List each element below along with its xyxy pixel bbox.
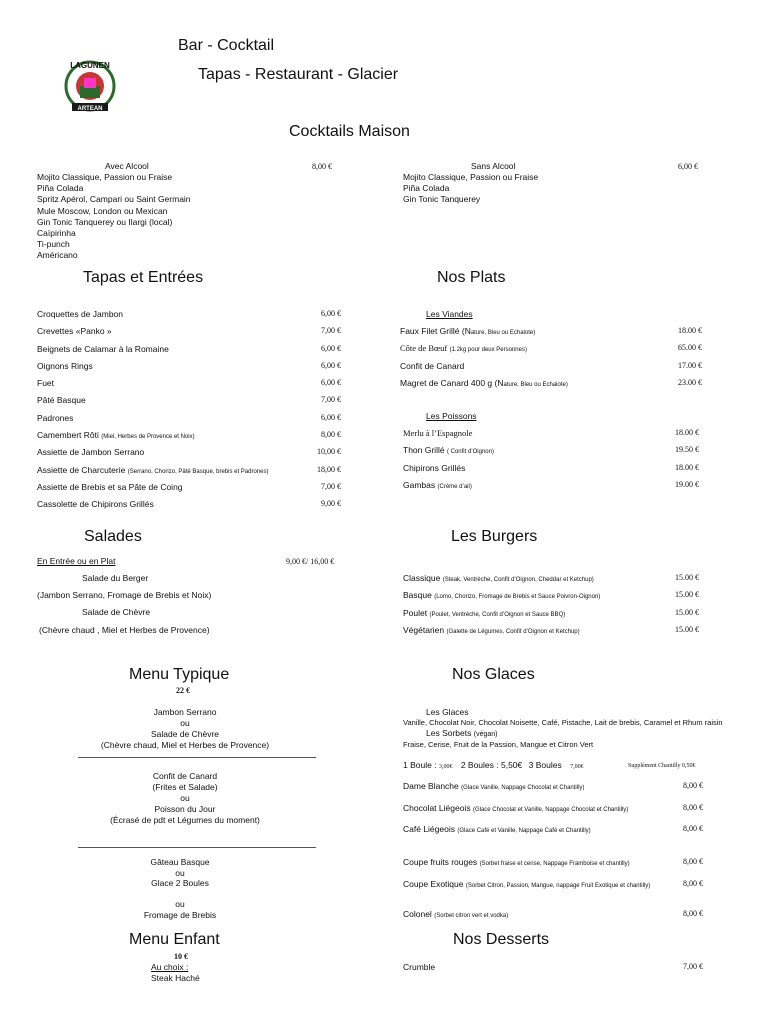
sorbets-list: Fraise, Cerise, Fruit de la Passion, Mangue et Citron Vert: [403, 740, 594, 749]
salades-price: 9,00 €/ 16,00 €: [286, 557, 335, 566]
tapas-list: [37, 309, 347, 517]
list-item: Fromage de Brebis: [143, 909, 217, 920]
list-item: Mojito Classique, Passion ou Fraise: [403, 172, 539, 182]
divider: [78, 847, 316, 848]
list-item: Beignets de Calamar à la Romaine 6,00 €: [37, 343, 341, 354]
list-item: Végétarien (Galette de Légumes, Confit d’Oignon et Ketchup) 15.00 €: [403, 624, 699, 635]
list-item: Magret de Canard 400 g (Nature, Bleu ou Echalote) 23.00 €: [400, 377, 702, 388]
logo-bottom-text: ARTEAN: [77, 106, 103, 112]
menu-enfant-choice: Au choix :: [151, 962, 189, 972]
glaces-title: Nos Glaces: [452, 666, 535, 683]
list-item: Crevettes «Panko » 7,00 €: [37, 326, 341, 337]
list-item: [55, 889, 305, 900]
restaurant-logo: [58, 56, 122, 114]
salades-intro: En Entrée ou en Plat: [37, 556, 116, 566]
list-item: Dame Blanche (Glace Vanille, Nappage Chocolat et Chantilly) 8,00 €: [403, 781, 703, 791]
list-item: (Chèvre chaud, Miel et Herbes de Provence): [100, 740, 270, 750]
sans-list: [403, 172, 538, 206]
list-item: Chipirons Grillés 18.00 €: [403, 462, 699, 473]
alcool-price: 8,00 €: [312, 162, 332, 171]
list-item: Côte de Bœuf (1.2kg pour deux Personnes) 65.00 €: [400, 343, 702, 354]
desserts-title: Nos Desserts: [453, 931, 550, 948]
sorbets-label: Les Sorbets (végan): [426, 728, 498, 738]
list-item: Chocolat Liégeois (Glace Chocolat et Vanille, Nappage Chocolat et Chantilly) 8,00 €: [403, 802, 703, 813]
list-item: Classique (Steak, Ventrèche, Confit d’Oignon, Cheddar et Ketchup) 15.00 €: [403, 573, 699, 583]
list-item: Cassolette de Chipirons Grillés 9,00 €: [37, 499, 341, 510]
list-item: ou: [175, 899, 185, 909]
list-item: Padrones 6,00 €: [37, 412, 341, 423]
list-item: Spritz Apérol, Campari ou Saint Germain: [37, 194, 191, 205]
menu-typique-price: 22 €: [176, 686, 190, 695]
list-item: Faux Filet Grillé (Nature, Bleu ou Echalote) 18.00 €: [400, 326, 702, 336]
list-item: Gin Tonic Tanquerey ou Ilargi (local): [37, 216, 173, 227]
header-line-1: Bar - Cocktail: [178, 37, 275, 54]
list-item: Assiette de Charcuterie (Serrano, Chorizo, Pâté Basque, brebis et Padrones) 18,00 €: [37, 464, 341, 475]
list-item: Caïpirinha: [37, 228, 76, 239]
list-item: Glace 2 Boules: [151, 878, 209, 888]
list-item: Mule Moscow, London ou Mexican: [37, 205, 168, 216]
list-item: Merlu à l’Espagnole 18.00 €: [403, 428, 699, 438]
list-item: Croquettes de Jambon 6,00 €: [37, 309, 341, 319]
alcool-list: [37, 172, 191, 262]
list-item: Pâté Basque 7,00 €: [37, 395, 341, 406]
viandes-label: Les Viandes: [426, 309, 473, 319]
list-item: Colonel (Sorbet citron vert et vodka) 8,00 €: [403, 909, 703, 919]
coupes-list-1: [403, 781, 703, 846]
tapas-title: Tapas et Entrées: [83, 269, 204, 286]
salade-chevre-note: (Chèvre chaud , Miel et Herbes de Provence): [39, 625, 210, 635]
cocktails-title: Cocktails Maison: [289, 123, 410, 140]
list-item: Assiette de Brebis et sa Pâte de Coing 7,00 €: [37, 481, 341, 492]
menu-typique-entrees: [60, 707, 310, 751]
alcool-label: Avec Alcool: [105, 161, 149, 171]
menu-enfant-title: Menu Enfant: [129, 931, 220, 948]
salade-berger: Salade du Berger: [82, 573, 149, 583]
boules-prices: 1 Boule : 3,00€ 2 Boules : 5,50€ 3 Boules 7,00€: [403, 760, 584, 770]
coupes-list-2: [403, 857, 703, 900]
list-item: (Frites et Salade): [152, 782, 218, 792]
viandes-list: [400, 326, 702, 395]
burgers-list: [403, 573, 699, 642]
list-item: Camembert Rôti (Miel, Herbes de Provence et Noix) 8,00 €: [37, 430, 341, 441]
list-item: ou: [180, 718, 190, 728]
list-item: Café Liégeois (Glace Café et Vanille, Nappage Café et Chantilly) 8,00 €: [403, 824, 703, 834]
list-item: ou: [180, 793, 190, 803]
list-item: Coupe Exotique (Sorbet Citron, Passion, Mangue, nappage Fruit Exotique et chantilly) 8,00 €: [403, 878, 703, 889]
list-item: Jambon Serrano: [153, 707, 217, 717]
list-item: Salade de Chèvre: [150, 729, 220, 739]
list-item: Piña Colada: [403, 183, 450, 194]
list-item: ou: [175, 867, 185, 878]
menu-enfant-price: 10 €: [174, 952, 188, 961]
header-line-2: Tapas - Restaurant - Glacier: [198, 66, 399, 83]
poissons-label: Les Poissons: [426, 411, 477, 421]
menu-typique-plats: [60, 771, 310, 826]
list-item: Gâteau Basque: [150, 857, 210, 867]
colonel-item: [403, 909, 703, 923]
list-item: Poulet (Poulet, Ventrèche, Confit d’Oignon et Sauce BBQ) 15.00 €: [403, 607, 699, 618]
list-item: Poisson du Jour: [154, 804, 216, 814]
menu-typique-desserts: [55, 857, 305, 920]
glaces-label: Les Glaces: [426, 707, 469, 717]
glaces-list: Vanille, Chocolat Noir, Chocolat Noisette, Café, Pistache, Lait de brebis, Caramel et Rhum raisin: [403, 718, 723, 727]
chantilly-supplement: Supplément Chantilly 0,50€: [628, 763, 696, 769]
poissons-list: [403, 428, 699, 497]
list-item: Assiette de Jambon Serrano 10,00 €: [37, 447, 341, 458]
divider: [78, 757, 316, 758]
plats-title: Nos Plats: [437, 269, 506, 286]
burgers-title: Les Burgers: [451, 528, 538, 545]
menu-enfant-item: Steak Haché: [151, 973, 200, 983]
salades-title: Salades: [84, 528, 142, 545]
list-item: Ti-punch: [37, 239, 70, 250]
list-item: Gambas (Crème d’ail) 19.00 €: [403, 479, 699, 490]
list-item: Américano: [37, 250, 78, 261]
salade-chevre: Salade de Chèvre: [82, 607, 151, 617]
list-item: Confit de Canard 17.00 €: [400, 360, 702, 371]
menu-typique-title: Menu Typique: [129, 666, 230, 683]
list-item: Crumble 7,00 €: [403, 962, 703, 972]
list-item: Gin Tonic Tanquerey: [403, 194, 481, 205]
list-item: Fuet 6,00 €: [37, 378, 341, 389]
sans-price: 6,00 €: [678, 162, 698, 171]
sans-label: Sans Alcool: [471, 161, 516, 171]
list-item: Piña Colada: [37, 183, 84, 194]
list-item: Confit de Canard: [152, 771, 218, 781]
list-item: Thon Grillé ( Confit d’Oignon) 19.50 €: [403, 445, 699, 456]
list-item: Oignons Rings 6,00 €: [37, 360, 341, 371]
list-item: (Écrasé de pdt et Légumes du moment): [110, 815, 260, 825]
logo-top-text: LAGUNEN: [70, 61, 110, 70]
salade-berger-note: (Jambon Serrano, Fromage de Brebis et Noix): [37, 590, 212, 600]
list-item: Basque (Lomo, Chorizo, Fromage de Brebis et Sauce Poivron-Oignon) 15.00 €: [403, 590, 699, 601]
list-item: Mojito Classique, Passion ou Fraise: [37, 172, 173, 182]
list-item: Coupe fruits rouges (Sorbet fraise et cerise, Nappage Framboise et chantilly) 8,00 €: [403, 857, 703, 867]
